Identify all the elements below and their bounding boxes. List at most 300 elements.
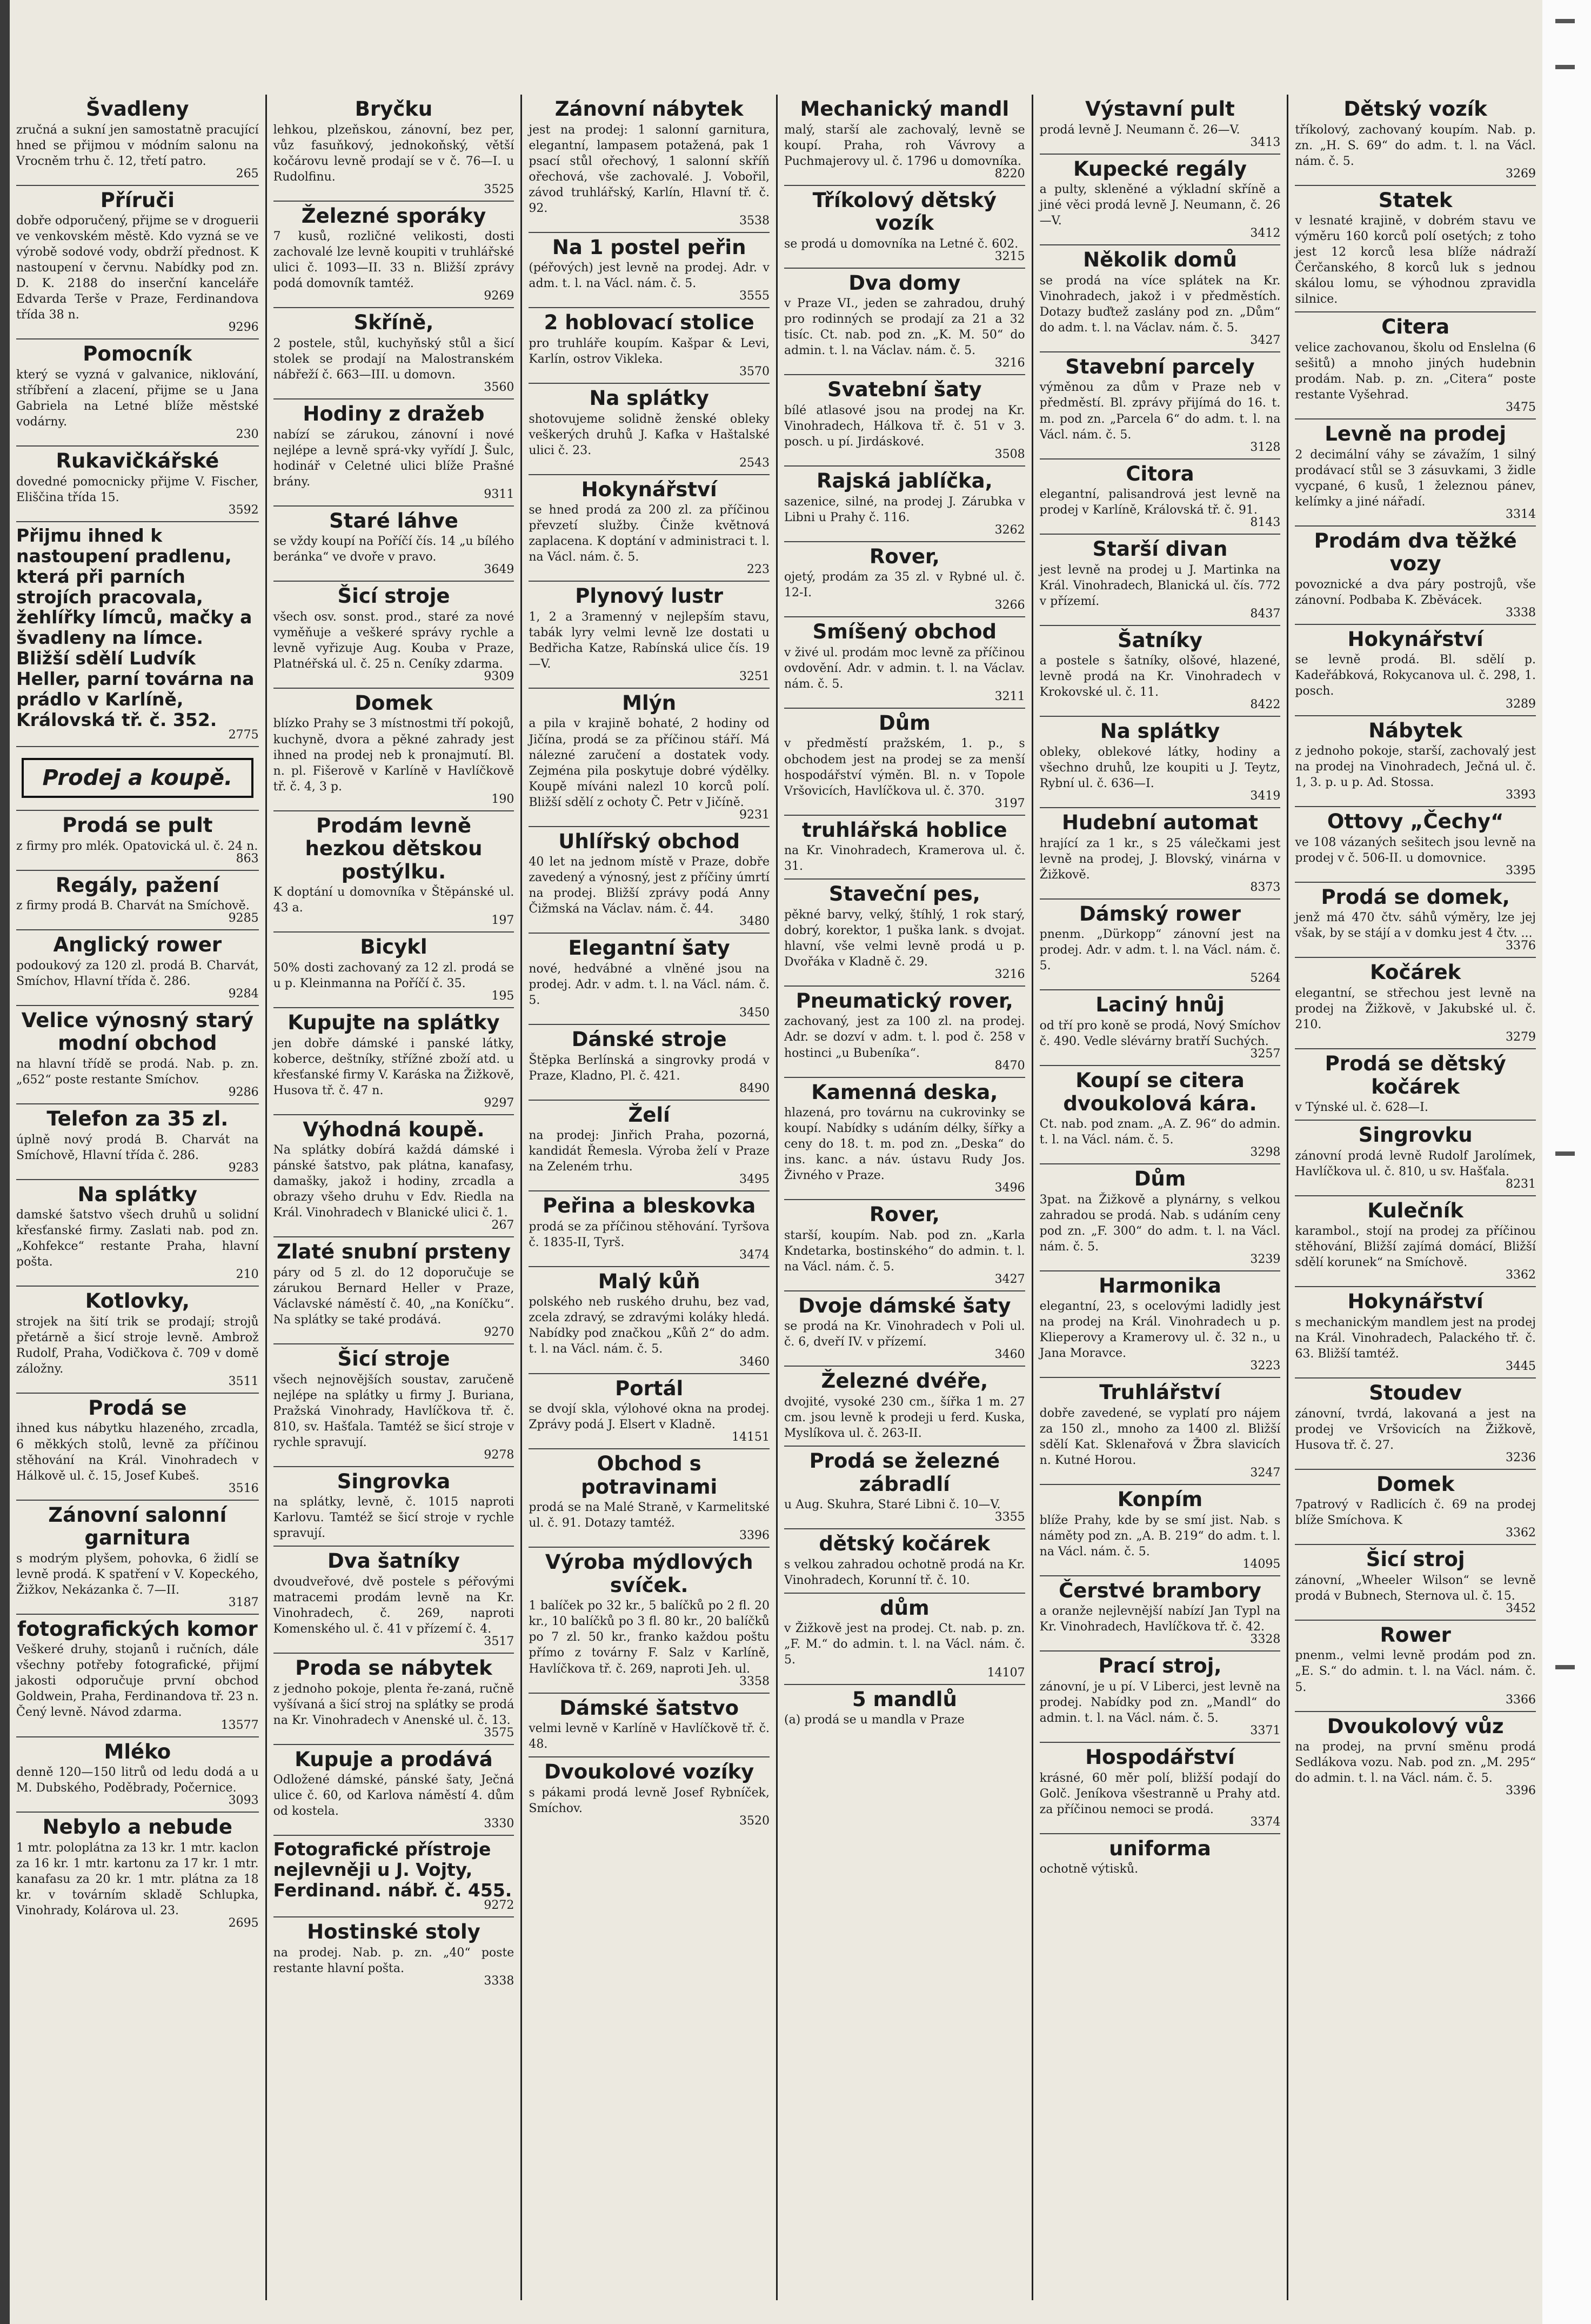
classified-ad <box>16 1287 259 1394</box>
ad-title: Citera <box>1381 315 1450 339</box>
ad-body: Na splátky dobírá každá dámské i pánské šatstvo, pak plátna, kanafasy, damašky, jakož i hodiny, zrcadla a obrazy všeho druhu v Edv. Riedla na Král. Vinohradech v Blanické ulici č. 1. <box>273 1143 514 1220</box>
classified-ad <box>1295 186 1536 313</box>
ad-title: Prodám dva těžké vozy <box>1314 529 1517 576</box>
ad-number: 9296 <box>228 321 259 335</box>
ad-title: Staré láhve <box>329 509 458 532</box>
ad-number: 3480 <box>739 915 770 929</box>
ad-body: polského neb ruského druhu, bez vad, zcela zdravý, se zdravými koláky hledá. Nabídky pod značkou „Kůň 2“ do adm. t. l. na Václ. nám. č. 5. <box>529 1295 770 1356</box>
classified-ad <box>784 467 1025 542</box>
ad-body: a oranže nejlevnější nabízí Jan Typl na Kr. Vinohradech, Havlíčkova tř. č. 42. <box>1039 1604 1281 1634</box>
ad-title: Levně na prodej <box>1325 422 1507 446</box>
ad-body: který se vyzná v galvanice, niklování, stříbření a zlacení, přijme se u Jana Gabriela na Letné blíže městské vodárny. <box>16 368 259 429</box>
ad-body: tříkolový, zachovaný koupím. Nab. p. zn. „H. S. 69“ do adm. t. l. na Václ. nám. č. 5. <box>1295 123 1536 168</box>
ad-body: hrající za 1 kr., s 25 válečkami jest levně na prodej, J. Blovský, vinárna v Žižkově. <box>1039 836 1281 882</box>
classified-ad <box>529 1374 770 1450</box>
classified-ad <box>529 1101 770 1192</box>
ad-title: Na splátky <box>589 386 709 410</box>
ad-number: 3314 <box>1505 507 1536 521</box>
ad-number: 3474 <box>739 1248 770 1262</box>
ad-body: se vždy koupí na Poříčí čís. 14 „u bílého beránka“ ve dvoře v pravo. <box>273 535 514 564</box>
classified-ad <box>1295 1621 1536 1712</box>
ad-number: 3419 <box>1250 789 1281 803</box>
ad-title: Proda se nábytek <box>295 1656 492 1680</box>
ad-body: zručná a sukní jen samostatně pracující hned se přijmou v módním salonu na Vrocněm trhu č. 12, třetí patro. <box>16 123 259 168</box>
classified-ad <box>529 1694 770 1758</box>
ad-title: Anglický rower <box>53 933 222 957</box>
ad-title: Kočárek <box>1370 961 1461 984</box>
ad-title: Staveční pes, <box>828 882 980 906</box>
ad-number: 8490 <box>739 1081 770 1095</box>
ad-number: 3371 <box>1250 1724 1281 1738</box>
classified-ad <box>1295 1712 1536 1802</box>
classified-ad <box>16 186 259 340</box>
classified-ad <box>784 1078 1025 1201</box>
ad-body: zánovní, „Wheeler Wilson“ se levně prodá v Bubnech, Sternova ul. č. 15. <box>1295 1573 1536 1603</box>
ad-body: nové, hedvábné a vlněné jsou na prodej. Adr. v adm. t. l. na Václ. nám. č. 5. <box>529 962 770 1007</box>
ad-title: Bicykl <box>360 935 427 959</box>
classified-ad <box>1295 1545 1536 1621</box>
ad-title: Dva domy <box>848 271 961 295</box>
classified-ad <box>1295 1287 1536 1379</box>
ad-title: Kupuje a prodává <box>295 1747 493 1771</box>
ad-number: 3236 <box>1505 1450 1536 1464</box>
column-5 <box>1032 95 1287 2300</box>
classified-ad <box>273 1008 514 1115</box>
ad-title: Svatební šaty <box>827 378 982 402</box>
ad-title: Skříně, <box>353 311 434 335</box>
ad-body: dobře odporučený, přijme se v droguerii ve venkovském městě. Kdo vyzná se ve výrobě sodové vody, obdrží přednost. K nastoupení v červnu. Nabídky pod zn. D. K. 2188 do inserční kanceláře Edvarda Terše v Praze, Ferdinandova třída 38 n. <box>16 214 259 322</box>
ad-title: Šatníky <box>1117 628 1203 652</box>
ad-body: 2 postele, stůl, kuchyňský stůl a šicí stolek se prodají na Malostranském nábřeží č. 663—III. u domovn. <box>273 336 514 382</box>
ad-title: Telefon za 35 zl. <box>46 1107 229 1130</box>
ad-number: 9284 <box>228 987 259 1001</box>
classified-ad <box>16 1394 259 1501</box>
ad-number: 3366 <box>1505 1693 1536 1707</box>
ad-body: v Praze VI., jeden se zahradou, druhý pro rodinných se prodají za 21 a 32 tisíc. Ct. nab. pod zn. „K. M. 50“ do admin. t. l. na Václav. nám. č. 5. <box>784 297 1025 358</box>
classified-ad <box>16 339 259 447</box>
ad-number: 3239 <box>1250 1252 1281 1266</box>
ad-body: Štěpka Berlínská a singrovky prodá v Praze, Kladno, Pl. č. 421. <box>529 1053 770 1083</box>
ad-number: 197 <box>491 914 514 928</box>
ad-body: damské šatstvo všech druhů u solidní křesťanské firmy. Zaslati nab. pod zn. „Kohfekce“ restante Praha, hlavní pošta. <box>16 1208 259 1269</box>
ad-number: 14107 <box>987 1666 1025 1680</box>
ad-title: Bryčku <box>355 97 433 121</box>
classified-ad <box>1040 990 1281 1066</box>
ad-body: zachovaný, jest za 100 zl. na prodej. Adr. se dozví v adm. t. l. pod č. 258 v hostinci „u Bubeníka“. <box>784 1015 1025 1060</box>
ad-title: truhlářská hoblice <box>802 818 1007 842</box>
classified-ad <box>273 689 514 811</box>
ad-title: Kotlovky, <box>85 1289 190 1313</box>
ad-title: Citora <box>1126 462 1194 485</box>
ad-title: Dvoje dámské šaty <box>798 1294 1011 1317</box>
classified-ad <box>529 384 770 475</box>
ad-title: Rower <box>1380 1623 1451 1647</box>
classified-ad <box>529 689 770 827</box>
ad-title: Hokynářství <box>581 477 717 501</box>
classified-ad <box>1040 460 1281 535</box>
ad-title: Rover, <box>869 544 940 568</box>
classified-ad <box>784 987 1025 1078</box>
ad-number: 3374 <box>1250 1815 1281 1829</box>
classified-ad <box>1295 1470 1536 1546</box>
ad-number: 3517 <box>484 1635 514 1649</box>
ad-number: 9231 <box>739 808 770 822</box>
ad-number: 3516 <box>228 1481 259 1495</box>
classified-ad <box>273 1654 514 1745</box>
ad-title: Kulečník <box>1367 1198 1463 1222</box>
ad-number: 267 <box>491 1218 514 1233</box>
column-4 <box>776 95 1032 2300</box>
ad-body: z jednoho pokoje, starší, zachovalý jest na prodej na Vinohradech, Ječná ul. č. 1, 3. p. u p. Ad. Stossa. <box>1295 744 1536 790</box>
ad-number: 3649 <box>484 563 514 577</box>
ad-number: 3427 <box>994 1272 1025 1286</box>
ad-body: s pákami prodá levně Josef Rybníček, Smíchov. <box>529 1786 770 1815</box>
classified-ad <box>273 95 514 202</box>
ad-number: 9285 <box>228 911 259 925</box>
ad-title: Prodá se dětský kočárek <box>1325 1052 1506 1098</box>
ad-number: 190 <box>491 792 514 806</box>
ad-number: 3338 <box>484 1974 514 1988</box>
ad-body: na prodej: Jinřich Praha, pozorná, kandidát Řemesla. Výroba želí v Praze na Zeleném trhu. <box>529 1129 770 1174</box>
classified-ad <box>529 95 770 233</box>
classified-ad <box>529 934 770 1025</box>
ad-body: všech osv. sonst. prod., staré za nové vyměňuje a veškeré správy rychle a levně vyřizuje Aug. Kouba v Praze, Platnéřská ul. č. 25 n. Ceníky zdarma. <box>273 610 514 671</box>
classified-ad <box>1295 95 1536 186</box>
classified-ad <box>273 202 514 309</box>
classified-ad <box>784 1367 1025 1447</box>
ad-title: Hudební automat <box>1062 811 1258 835</box>
ad-body: výměnou za dům v Praze neb v předměstí. Bl. zprávy přijímá do 16. t. m. pod zn. „Parcela 6“ do adm. t. l. na Václ. nám. č. 5. <box>1039 381 1281 442</box>
ad-number: 3495 <box>739 1173 770 1187</box>
classified-ad <box>273 1547 514 1654</box>
ad-body: velmi levně v Karlíně v Havlíčkově tř. č. 48. <box>529 1722 770 1752</box>
ad-body: velice zachovanou, školu od Enslelna (6 sešitů) a mnoho jiných hudebnin prodám. Nab. p. zn. „Citera“ poste restante Vyšehrad. <box>1295 341 1536 402</box>
scan-left-edge <box>0 0 10 2324</box>
ad-title: Dětský vozík <box>1343 97 1487 121</box>
ad-body: v lesnaté krajině, v dobrém stavu ve výměru 160 korců polí osetých; z toho jest 12 korců lesa blíže nádraží Čerčanského, 8 korců luk s jednou skálou lomu, se výhodnou zpravidla silnice. <box>1295 214 1536 307</box>
classified-ad <box>784 1685 1025 1733</box>
classified-ad <box>1040 1652 1281 1743</box>
section-heading: Prodej a koupě. <box>22 758 253 798</box>
classified-ad <box>16 1104 259 1180</box>
ad-title: Portál <box>615 1376 684 1400</box>
ad-title: Smíšený obchod <box>812 620 997 644</box>
ad-title: Rukavičkářské <box>56 449 219 473</box>
ad-title: Hodiny z dražeb <box>303 402 485 425</box>
ad-body: ve 108 vázaných sešitech jsou levně na prodej v č. 506-II. u domovnice. <box>1295 835 1536 865</box>
classified-ad <box>784 1529 1025 1594</box>
classified-ad <box>784 375 1025 467</box>
ad-number: 9272 <box>484 1899 514 1913</box>
ad-title: Stavební parcely <box>1065 355 1255 378</box>
ad-title: Dámské šatstvo <box>559 1696 739 1720</box>
ad-title: Prodá se domek, <box>1321 885 1510 909</box>
ad-body: jest na prodej: 1 salonní garnitura, elegantní, lampasem potažená, pak 1 psací stůl ořechový, 1 salonní skříň ořechová, vše zachovalé. J. Vobořil, závod truhlářský, Karlín, Hlavní tř. č. 92. <box>529 123 770 215</box>
ad-title: Železné sporáky <box>301 204 486 228</box>
classified-ad <box>1040 1164 1281 1271</box>
ad-body: blízko Prahy se 3 místnostmi tří pokojů, kuchyně, dvora a pěkné zahrady jest ihned na prodej neb k pronajmutí. Bl. n. pl. Fišerově v Karlíně v Havlíčkově tř. č. 4, 3 p. <box>273 717 514 794</box>
classified-ad <box>529 308 770 384</box>
classified-ad <box>1040 535 1281 626</box>
ad-title: Švadleny <box>86 97 189 121</box>
ad-title: uniforma <box>1109 1836 1211 1860</box>
ad-body: (péřových) jest levně na prodej. Adr. v adm. t. l. na Václ. nám. č. 5. <box>529 261 770 291</box>
ad-title: Obchod s potravinami <box>581 1452 718 1499</box>
ad-title: Železné dvéře, <box>821 1369 988 1393</box>
ad-number: 3555 <box>739 289 770 303</box>
ad-body: 7 kusů, rozličné velikosti, dosti zachovalé lze levně koupiti v truhlářské ulici č. 1093—II. 33 n. Bližší zprávy podá domovník tamtéž. <box>273 230 514 291</box>
ad-number: 2543 <box>739 456 770 470</box>
column-1 <box>10 95 265 2300</box>
classified-ad <box>784 709 1025 816</box>
ad-title: Domek <box>355 691 433 715</box>
classified-ad <box>16 1501 259 1615</box>
ad-body: v živé ul. prodám moc levně za příčinou ovdovění. Adr. v admin. t. l. na Václav. nám. č. 5. <box>784 645 1025 691</box>
classified-ad <box>1040 1271 1281 1379</box>
classified-ad <box>1295 312 1536 419</box>
classified-ad <box>1295 419 1536 527</box>
classified-ad <box>529 1191 770 1267</box>
ad-number: 9311 <box>484 487 514 501</box>
ad-number: 3266 <box>994 598 1025 612</box>
ad-body: na Kr. Vinohradech, Kramerova ul. č. 31. <box>784 844 1025 874</box>
ad-title: Starší divan <box>1092 537 1228 561</box>
ad-title: Na splátky <box>1100 720 1220 743</box>
ad-body: na hlavní třídě se prodá. Nab. p. zn. „652“ poste restante Smíchov. <box>16 1057 259 1087</box>
ad-number: 3592 <box>228 503 259 517</box>
ad-body: obleky, oblekové látky, hodiny a všechno druhů, lze koupiti u J. Teytz, Rybní ul. č. 636—I. <box>1039 745 1281 791</box>
column-3 <box>520 95 776 2300</box>
ad-number: 3445 <box>1505 1360 1536 1374</box>
margin-mark <box>1555 1151 1575 1156</box>
ad-body: strojek na šití trik se prodají; strojů přetárně a šicí stroje levně. Ambrož Rudolf, Praha, Vodičkova č. 709 v domě záložny. <box>16 1315 259 1376</box>
ad-title: Dámský rower <box>1079 902 1241 925</box>
classified-ad <box>784 186 1025 269</box>
ad-number: 230 <box>236 428 259 442</box>
ad-body: pro truhláře koupím. Kašpar & Levi, Karlín, ostrov Vikleka. <box>529 336 770 366</box>
ad-number: 3452 <box>1505 1601 1536 1615</box>
ad-title: Několik domů <box>1083 248 1237 272</box>
ad-body: bílé atlasové jsou na prodej na Kr. Vinohradech, Hálkova tř. č. 51 v 3. posch. u pí. Jirdáskové. <box>784 403 1025 449</box>
ad-title: Dům <box>879 711 931 735</box>
ad-body: v Žižkově jest na prodej. Ct. nab. p. zn. „F. M.“ do admin. t. l. na Václ. nám. č. 5. <box>784 1622 1025 1667</box>
ad-title: Hospodářství <box>1085 1746 1235 1769</box>
ad-body: karambol., stojí na prodej za příčinou stěhování, Bližší zajímá domácí, Bližší sdělí korunek“ na Smíchově. <box>1295 1224 1536 1270</box>
classified-ad <box>529 1267 770 1374</box>
ad-body: 1 mtr. poloplátna za 13 kr. 1 mtr. kaclon za 16 kr. 1 mtr. kartonu za 17 kr. 1 mtr. kanafasu za 20 kr. 1 mtr. plátna za 18 kr. v továrním skladě Schlupka, Vinohrady, Kolárova ul. 23. <box>16 1841 259 1917</box>
ad-title: Stoudev <box>1369 1381 1462 1405</box>
ad-title: Hokynářství <box>1347 627 1483 651</box>
ad-body: ihned kus nábytku hlazeného, zrcadla, 6 měkkých stolů, levně za příčinou stěhování na Král. Vinohradech v Hálkově ul. č. 15, Josef Kubeš. <box>16 1422 259 1483</box>
ad-title: Zánovní salonní garnitura <box>48 1503 227 1550</box>
classified-ad <box>529 1449 770 1548</box>
ad-title: Mléko <box>104 1740 171 1763</box>
ad-body: K doptání u domovníka v Štěpánské ul. 43 a. <box>273 885 514 915</box>
ad-title: Zánovní nábytek <box>554 97 744 121</box>
classified-ad <box>273 1917 514 1992</box>
ad-title: Kupujte na splátky <box>288 1010 500 1034</box>
ad-title: Prací stroj, <box>1098 1654 1222 1678</box>
ad-number: 3216 <box>994 967 1025 981</box>
ad-number: 3328 <box>1250 1633 1281 1647</box>
ad-body: pěkné barvy, velký, štíhlý, 1 rok starý, dobrý, korektor, 1 puška lank. s dvojat. hlavní, vše velmi levně prodá u p. Dvořáka v Kladně č. 29. <box>784 908 1025 969</box>
classified-ad <box>529 1757 770 1832</box>
ad-number: 8437 <box>1250 607 1281 621</box>
ad-number: 3496 <box>994 1181 1025 1195</box>
ad-body: zánovní, je u pí. V Liberci, jest levně na prodej. Nabídky pod zn. „Mandl“ do admin. t. l. na Václ. nám. č. 5. <box>1039 1680 1281 1726</box>
ad-title: Kamenná deska, <box>811 1080 998 1104</box>
ad-number: 3395 <box>1505 863 1536 877</box>
ad-body: na prodej. Nab. p. zn. „40“ poste restante hlavní pošta. <box>273 1946 514 1975</box>
ad-title: fotografických komor <box>17 1617 258 1641</box>
ad-body: na prodej, na první směnu prodá Sedlákova vozu. Nab. pod zn. „M. 295“ do admin. t. l. na Václ. nám. č. 5. <box>1295 1740 1536 1786</box>
ad-number: 14151 <box>731 1430 770 1444</box>
ad-body: krásné, 60 měr polí, bližší podají do Golč. Jeníkova všestranně u Prahy atd. za příčinou nemoci se prodá. <box>1039 1771 1281 1816</box>
ad-number: 3128 <box>1250 440 1281 454</box>
ad-body: 1, 2 a 3ramenný v nejlepším stavu, tabák lyry velmi levně lze dostati u Bedřicha Katze, Rabínská ulice čís. 19—V. <box>529 610 770 671</box>
ad-body: lehkou, plzeňskou, zánovní, bez per, vůz fasuňkový, jednokoňský, větší kočárovu levně prodají se v č. 76—I. u Rudolfinu. <box>273 123 514 184</box>
ad-title: Truhlářství <box>1099 1381 1221 1404</box>
ad-body: se hned prodá za 200 zl. za příčinou převzetí služby. Činže květnová zaplacena. K doptání v administraci t. l. na Václ. nám. č. 5. <box>529 503 770 564</box>
ad-title: Nebylo a nebude <box>42 1815 232 1839</box>
ad-number: 863 <box>236 851 259 865</box>
classified-ad <box>529 475 770 582</box>
ad-number: 3197 <box>994 796 1025 810</box>
ad-number: 3560 <box>484 380 514 394</box>
classified-ad <box>784 1594 1025 1685</box>
ad-number: 9297 <box>484 1096 514 1110</box>
ad-number: 3362 <box>1505 1526 1536 1540</box>
classified-ad <box>1040 1378 1281 1485</box>
ad-body: starší, koupím. Nab. pod zn. „Karla Kndetarka, bostinského“ do admin. t. l. na Václ. nám. č. 5. <box>784 1228 1025 1274</box>
ad-body: sazenice, silné, na prodej J. Zárubka v Libni u Prahy č. 116. <box>784 495 1025 524</box>
column-6 <box>1287 95 1542 2300</box>
classified-ad <box>16 522 259 747</box>
ad-body: s mechanickým mandlem jest na prodej na Král. Vinohradech, Palackého tř. č. 63. Bližší tamtéž. <box>1295 1315 1536 1361</box>
classified-ad <box>16 1180 259 1287</box>
ad-number: 3525 <box>484 182 514 196</box>
ad-number: 3520 <box>739 1814 770 1828</box>
ad-body: a pulty, skleněné a výkladní skříně a jiné věci prodá levně J. Neumann, č. 26—V. <box>1039 183 1281 228</box>
ad-title: Tříkolový dětský vozík <box>812 188 997 235</box>
ad-body: v předměstí pražském, 1. p., s obchodem jest na prodej se za menší hospodářství výměn. Bl. n. v Topole Vršovicích, Havlíčkova ul. č. 370. <box>784 737 1025 798</box>
ad-number: 3251 <box>739 669 770 683</box>
classified-ad <box>784 1447 1025 1529</box>
ad-number: 5264 <box>1250 971 1281 985</box>
ad-title: Ottovy „Čechy“ <box>1327 810 1504 834</box>
classified-ad <box>1040 1576 1281 1652</box>
ad-title: Na 1 postel peřin <box>552 235 746 259</box>
ad-title: Harmonika <box>1099 1274 1221 1297</box>
classified-ad <box>784 269 1025 376</box>
ad-number: 13577 <box>220 1718 259 1732</box>
ad-number: 3358 <box>739 1674 770 1688</box>
ad-body: jen dobře dámské i panské látky, koberce, deštníky, střížné zboží atd. u křesťanské firmy V. Karáska na Žižkově, Husova tř. č. 47 n. <box>273 1036 514 1097</box>
classified-ad <box>529 1025 770 1101</box>
ad-body: jenž má 470 čtv. sáhů výměry, lze jej však, by se stájí a v domku jest 4 čtv. ... <box>1295 911 1536 941</box>
ad-number: 265 <box>236 167 259 181</box>
ad-title: Prodá se pult <box>62 814 213 837</box>
ad-body: v Týnské ul. č. 628—I. <box>1295 1101 1428 1115</box>
ad-title: Šicí stroje <box>337 584 450 608</box>
ad-body: Veškeré druhy, stojanů i ručních, dále všechny potřeby fotografické, přijmí jakosti odporučuje první obchod Goldwein, Praha, Ferdinandova tř. 23 n. Čený levně. Návod zdarma. <box>16 1643 259 1720</box>
classified-ad <box>16 1615 259 1737</box>
ad-body: ochotně výtisků. <box>1039 1862 1139 1876</box>
ad-number: 2775 <box>228 728 259 742</box>
ad-body: dovedné pomocnicky přijme V. Fischer, Eliščina třída 15. <box>16 475 259 504</box>
ad-body: pnenm., velmi levně prodám pod zn. „E. S.“ do admin. t. l. na Václ. nám. č. 5. <box>1295 1649 1536 1694</box>
ad-number: 3393 <box>1505 788 1536 802</box>
ad-body: 3pat. na Žižkově a plynárny, s velkou zahradou se prodá. Nab. s udáním ceny pod zn. „F. 300“ do adm. t. l. na Václ. nám. č. 5. <box>1039 1193 1281 1254</box>
ad-body: (a) prodá se u mandla v Praze <box>784 1713 965 1727</box>
ad-number: 9270 <box>484 1326 514 1339</box>
classified-ad <box>784 880 1025 987</box>
classified-ad <box>16 871 259 931</box>
ad-body: u Aug. Skuhra, Staré Libni č. 10—V. <box>784 1498 1001 1512</box>
ad-body: prodá se na Malé Straně, v Karmelitské ul. č. 91. Dotazy tamtéž. <box>529 1501 770 1530</box>
ad-title: Peřina a bleskovka <box>543 1194 756 1218</box>
ad-body: na splátky, levně, č. 1015 naproti Karlovu. Tamtéž se šicí stroje v rychle spravují. <box>273 1495 514 1541</box>
ad-title: dům <box>880 1596 930 1620</box>
ad-body: a pila v krajině bohaté, 2 hodiny od Jičína, prodá se za příčinou stáří. Má nálezné zaručení a dostatek vody. Zejména pila poskytuje dobré výdělky. Koupě míváni nalezl 10 korců polí. Bližší sdělí z ochoty Č. Petr v Jičíně. <box>529 717 770 809</box>
ad-number: 3538 <box>739 214 770 228</box>
classified-ad <box>1040 1834 1281 1882</box>
ad-title: Hostinské stoly <box>307 1920 480 1944</box>
ad-title: Laciný hnůj <box>1095 993 1225 1017</box>
ad-body: s velkou zahradou ochotně prodá na Kr. Vinohradech, Korunní tř. č. 10. <box>784 1557 1025 1587</box>
classified-ad <box>16 747 259 811</box>
classified-ad <box>1295 807 1536 883</box>
classified-ad <box>1295 527 1536 625</box>
ad-body: malý, starší ale zachovalý, levně se koupí. Praha, roh Vávrovy a Puchmajerovy ul. č. 1796 u domovníka. <box>784 123 1025 168</box>
ad-title: Dvoukolové vozíky <box>544 1760 754 1784</box>
ad-number: 3223 <box>1250 1359 1281 1373</box>
classified-columns <box>10 95 1542 2300</box>
classified-ad <box>529 827 770 934</box>
ad-title: Prodá se železné zábradlí <box>809 1449 1000 1496</box>
ad-number: 3475 <box>1505 401 1536 415</box>
ad-number: 3298 <box>1250 1146 1281 1160</box>
ad-number: 14095 <box>1242 1557 1281 1571</box>
ad-body: páry od 5 zl. do 12 doporučuje se zárukou Bernard Heller v Praze, Václavské náměstí č. 40, „na Koníčku“. Na splátky se také prodává. <box>273 1266 514 1327</box>
classified-ad <box>1040 95 1281 155</box>
classified-ad <box>784 542 1025 618</box>
ad-body: dobře zavedené, se vyplatí pro nájem za 150 zl., mnoho za 1400 zl. Bližší sdělí Kat. Sklenařová v Žbra slavicích n. Kutné Horou. <box>1039 1407 1281 1468</box>
ad-title: Konpím <box>1117 1488 1203 1511</box>
ad-body: prodá se za příčinou stěhování. Tyršova č. 1835-II, Tyrš. <box>529 1220 770 1249</box>
ad-title: Zlaté snubní prsteny <box>276 1240 511 1264</box>
ad-title: Dvoukolový vůz <box>1327 1714 1504 1738</box>
classified-ad <box>1040 1066 1281 1164</box>
ad-title: Nábytek <box>1368 718 1463 742</box>
ad-number: 3289 <box>1505 697 1536 711</box>
classified-ad <box>273 308 514 399</box>
classified-ad <box>273 811 514 933</box>
ad-title: Mlýn <box>622 691 677 715</box>
classified-ad <box>1040 808 1281 900</box>
ad-title: 2 hoblovací stolice <box>544 311 754 335</box>
ad-title: 5 mandlů <box>852 1687 957 1711</box>
ad-number: 3338 <box>1505 605 1536 620</box>
ad-body: Ct. nab. pod znam. „A. Z. 96“ do admin. t. l. na Václ. nám. č. 5. <box>1039 1117 1281 1147</box>
ad-number: 3279 <box>1505 1030 1536 1044</box>
classified-ad <box>16 1737 259 1813</box>
ad-body: zánovní, tvrdá, lakovaná a jest na prodej ve Vršovicích na Žižkově, Husova tř. č. 27. <box>1295 1407 1536 1452</box>
ad-body: z firmy pro mlék. Opatovická ul. č. 24 n. <box>16 839 258 853</box>
column-2 <box>265 95 521 2300</box>
classified-ad <box>1040 352 1281 460</box>
ad-number: 3575 <box>484 1726 514 1740</box>
